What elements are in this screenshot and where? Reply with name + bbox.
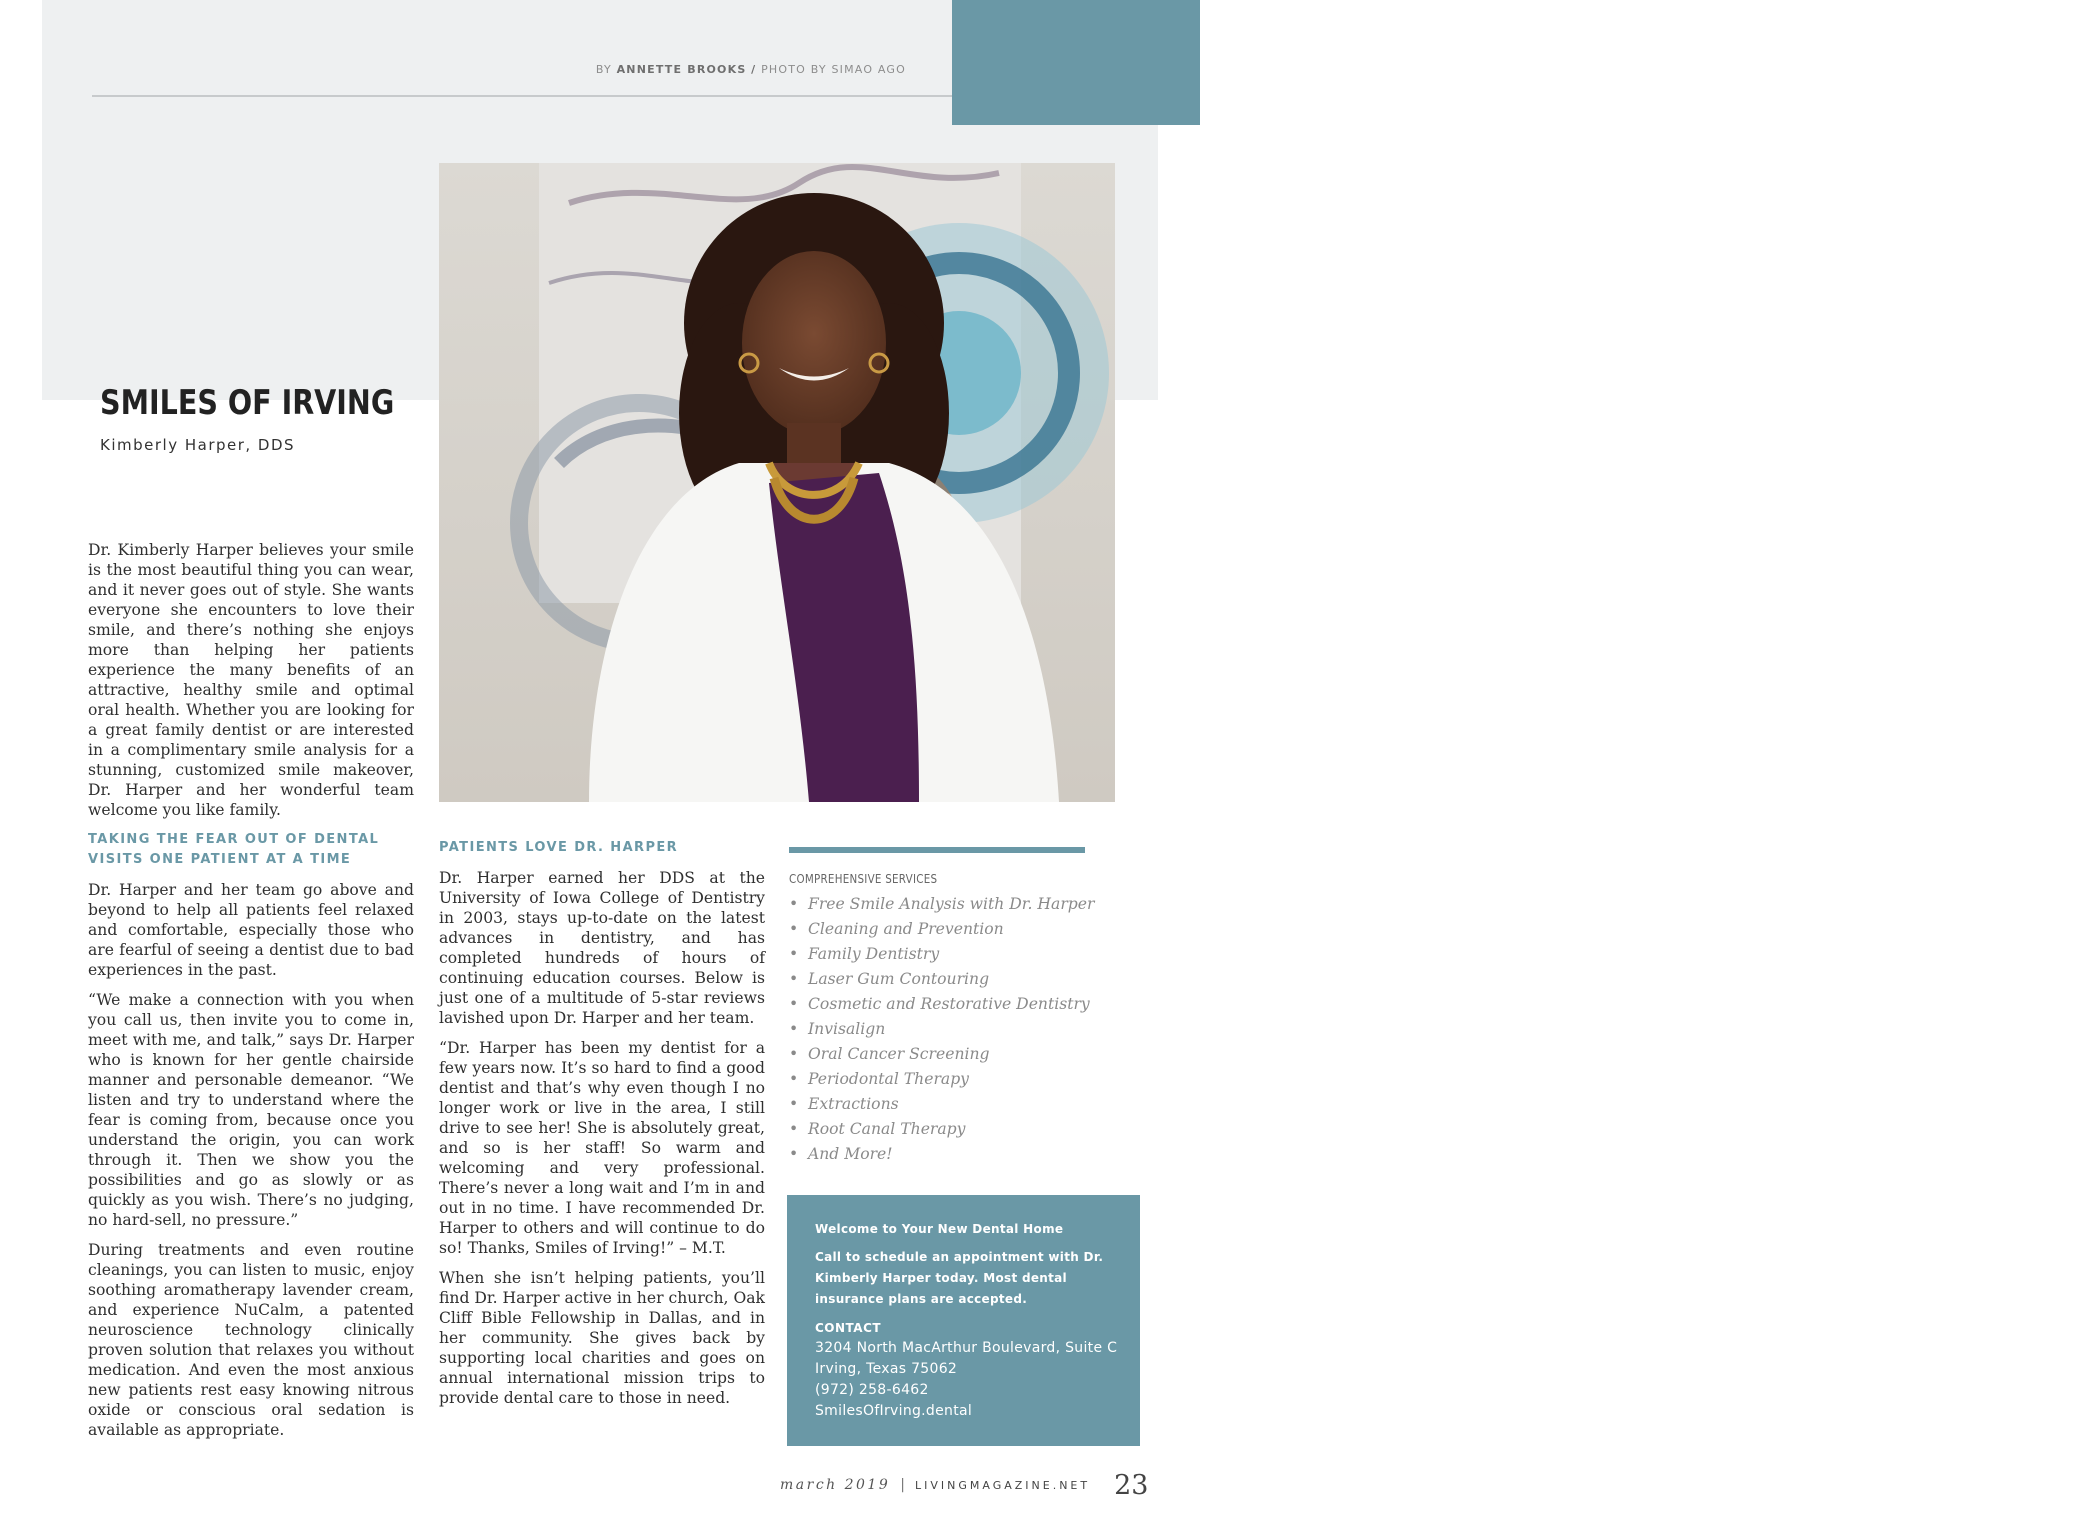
page-number: 23 [1114, 1469, 1149, 1501]
service-item: • And More! [789, 1142, 1119, 1167]
article-subtitle: Kimberly Harper, DDS [100, 436, 296, 454]
footer-site: LIVINGMAGAZINE.NET [914, 1478, 1091, 1492]
bullet-icon: • [789, 1070, 799, 1088]
service-item: • Cosmetic and Restorative Dentistry [789, 992, 1119, 1017]
footer-separator: | [900, 1477, 905, 1493]
service-item: • Extractions [789, 1092, 1119, 1117]
intro-paragraph: Dr. Kimberly Harper believes your smile is the most beautiful thing you can wear, and it never goes out of style. She wants everyone she encounters to love their smile, and there’s nothing she enjoys more than helping her patients experience the many benefits of an attractive, healthy smile and optimal oral health. Whether you are looking for a great family dentist or are interested in a complimentary smile analysis for a stunning, customized smile makeover, Dr. Harper and her wonderful team welcome you like family. [88, 541, 414, 819]
body-paragraph: Dr. Harper earned her DDS at the University of Iowa College of Dentistry in 2003, stays up-to-date on the latest advances in dentistry, and has completed hundreds of hours of continuing education courses. Below is just one of a multitude of 5-star reviews lavished upon Dr. Harper and her team. [439, 869, 765, 1027]
bullet-icon: • [789, 895, 799, 913]
body-paragraph: When she isn’t helping patients, you’ll find Dr. Harper active in her church, Oak Cliff Bible Fellowship in Dallas, and in her community. She gives back by supporting local charities and goes on annual international mission trips to provide dental care to those in need. [439, 1269, 765, 1407]
contact-phone: (972) 258-6462 [815, 1382, 929, 1398]
services-list [789, 892, 1119, 1167]
byline-author: ANNETTE BROOKS [616, 63, 747, 76]
section-badge [952, 0, 2087, 125]
body-paragraph: During treatments and even routine cleanings, you can listen to music, enjoy soothing aromatherapy lavender cream, and experience NuCalm, a patented neuroscience technology clinically proven solution that relaxes you without medication. And even the most anxious new patients rest easy knowing nitrous oxide or conscious oral sedation is available as appropriate. [88, 1241, 414, 1439]
bullet-icon: • [789, 920, 799, 938]
byline [560, 63, 906, 76]
article-title: SMILES OF IRVING [100, 383, 395, 423]
badge-docs-label: DOCS [2000, 56, 2087, 87]
bullet-icon: • [789, 945, 799, 963]
contact-box [787, 1195, 1140, 1446]
byline-separator: / [751, 63, 757, 76]
section-heading-patients: PATIENTS LOVE DR. HARPER [439, 840, 679, 855]
column-middle [439, 838, 765, 1418]
bullet-icon: • [789, 1145, 799, 1163]
contact-address-line1: 3204 North MacArthur Boulevard, Suite C [815, 1340, 1118, 1356]
body-paragraph: “We make a connection with you when you call us, then invite you to come in, meet with me, and talk,” says Dr. Harper who is known for her gentle chairside manner and personable demeanor. “We listen and try to understand where the fear is coming from, because once you understand the origin, you can work through it. Then we show you the possibilities and go as slowly or as quickly as you wish. There’s no judging, no hard-sell, no pressure.” [88, 991, 414, 1229]
services-rule [789, 847, 1085, 853]
page-footer [780, 1469, 1149, 1501]
bullet-icon: • [789, 1120, 799, 1138]
contact-address-line2: Irving, Texas 75062 [815, 1361, 958, 1377]
contact-box-text: Call to schedule an appointment with Dr. Kimberly Harper today. Most dental insurance plans are accepted. [815, 1250, 1104, 1306]
service-item: • Laser Gum Contouring [789, 967, 1119, 992]
byline-by: BY [595, 63, 612, 76]
service-item: • Oral Cancer Screening [789, 1042, 1119, 1067]
service-item: • Root Canal Therapy [789, 1117, 1119, 1142]
bullet-icon: • [789, 995, 799, 1013]
doctor-portrait-photo [439, 163, 1115, 802]
footer-issue-date: march 2019 [780, 1477, 891, 1493]
contact-label: CONTACT [815, 1321, 882, 1335]
services-sidebar [789, 872, 1119, 1167]
service-item: • Free Smile Analysis with Dr. Harper [789, 892, 1119, 917]
service-item: • Family Dentistry [789, 942, 1119, 967]
column-left [88, 540, 414, 1450]
bullet-icon: • [789, 970, 799, 988]
services-heading: COMPREHENSIVE SERVICES [789, 872, 938, 886]
badge-top-label: top [2000, 28, 2042, 57]
byline-rule [92, 95, 952, 97]
bullet-icon: • [789, 1095, 799, 1113]
byline-photo-credit: PHOTO BY SIMAO AGO [761, 63, 906, 76]
service-item: • Periodontal Therapy [789, 1067, 1119, 1092]
service-item: • Cleaning and Prevention [789, 917, 1119, 942]
badge-slash [1970, 30, 1993, 96]
body-paragraph: Dr. Harper and her team go above and beyond to help all patients feel relaxed and comfortable, especially those who are fearful of seeing a dentist due to bad experiences in the past. [88, 881, 414, 979]
service-item: • Invisalign [789, 1017, 1119, 1042]
contact-website: SmilesOfIrving.dental [815, 1403, 973, 1419]
bullet-icon: • [789, 1045, 799, 1063]
contact-box-heading: Welcome to Your New Dental Home [815, 1222, 1064, 1236]
review-quote: “Dr. Harper has been my dentist for a few years now. It’s so hard to find a good dentist and that’s why even though I no longer work or live in the area, I still drive to see her! She is absolutely great, and so is her staff! So warm and welcoming and very professional. There’s never a long wait and I’m in and out in no time. I have recommended Dr. Harper to others and will continue to do so! Thanks, Smiles of Irving!” – M.T. [439, 1039, 765, 1257]
section-heading-fear: TAKING THE FEAR OUT OF DENTAL VISITS ONE PATIENT AT A TIME [88, 832, 380, 867]
bullet-icon: • [789, 1020, 799, 1038]
